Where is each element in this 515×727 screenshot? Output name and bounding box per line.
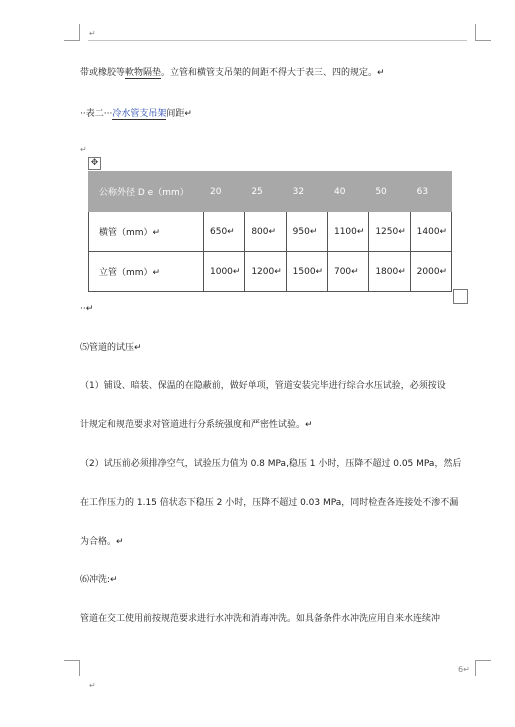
table-header-cell[interactable]: 20 [204,172,245,212]
after-table-mark: ··↵ [80,304,94,314]
caption-linked-term[interactable]: 冷水管支吊架 [112,109,167,119]
header-line [88,40,467,41]
crop-mark-top-left-h [64,40,80,41]
table-cell[interactable]: 立管（mm）↵ [89,252,204,292]
header-paragraph-mark: ↵ [89,29,96,38]
table-header-cell[interactable]: 32 [286,172,327,212]
crop-mark-bottom-left-v [79,660,80,676]
table-cell[interactable]: 950↵ [286,212,327,252]
paragraph-2-line-1[interactable]: （2）试压前必须排净空气，试验压力值为 0.8 MPa,稳压 1 小时，压降不超过 0.05 MPa，然后 [80,459,462,469]
table-cell[interactable]: 650↵ [204,212,245,252]
crop-mark-bottom-right-v [475,660,476,676]
table-cell[interactable]: 1100↵ [327,212,368,252]
footer-paragraph-mark: ↵ [89,681,96,690]
blank-paragraph-mark: ↵ [80,145,87,154]
table-cell[interactable]: 2000↵ [410,252,451,292]
paragraph-1-line-1[interactable]: （1）铺设、暗装、保温的在隐蔽前，做好单项，管道安装完毕进行综合水压试验，必须按设 [80,381,446,391]
paragraph-2-line-3[interactable]: 为合格。↵ [80,537,124,547]
table-cell[interactable]: 1250↵ [369,212,410,252]
table-cell[interactable]: 700↵ [327,252,368,292]
table-caption[interactable] [80,108,192,120]
table-cell[interactable]: 800↵ [245,212,286,252]
intro-text-after: 。立管和横管支吊架的间距不得大于表三、四的规定。↵ [161,68,385,78]
page-number: 6↵ [458,665,470,674]
table-move-handle-icon[interactable]: ✥ [88,157,101,170]
crop-mark-top-left-v [79,24,80,40]
table-header-cell[interactable]: 63 [410,172,451,212]
section-5-title[interactable]: ⑸管道的试压↵ [80,343,142,353]
table-header-row [89,172,452,212]
paragraph-1-line-2[interactable]: 计规定和规范要求对管道进行分系统强度和严密性试验。↵ [80,420,313,430]
intro-text-before: 带或橡胶等 [80,68,126,78]
crop-mark-top-right-v [475,24,476,40]
table-cell[interactable]: 1000↵ [204,252,245,292]
table-header-cell[interactable]: 50 [369,172,410,212]
intro-underlined-term: 軟物隔垫 [125,68,162,78]
table-cell[interactable]: 横管（mm）↵ [89,212,204,252]
section-6-title[interactable]: ⑹冲洗:↵ [80,575,118,585]
table-resize-handle[interactable] [453,289,468,304]
intro-line[interactable] [80,67,385,79]
table-header-cell[interactable]: 25 [245,172,286,212]
table-cell[interactable]: 1500↵ [286,252,327,292]
caption-prefix: ··表二··· [80,109,113,119]
paragraph-3-line-1[interactable]: 管道在交工使用前按规范要求进行水冲洗和消毒冲洗。如具备条件水冲洗应用自来水连续冲 [80,614,441,624]
table-cell[interactable]: 1800↵ [369,252,410,292]
table-row [89,212,452,252]
table-cell[interactable]: 1200↵ [245,252,286,292]
table-cell[interactable]: 1400↵ [410,212,451,252]
crop-mark-top-right-h [475,40,491,41]
crop-mark-bottom-left-h [64,660,80,661]
caption-suffix: 间距↵ [166,109,192,119]
table-header-cell[interactable]: 40 [327,172,368,212]
pipe-support-spacing-table [88,171,452,292]
paragraph-2-line-2[interactable]: 在工作压力的 1.15 倍状态下稳压 2 小时，压降不超过 0.03 MPa，同时检查各连接处不渗不漏 [80,498,459,508]
table-row [89,252,452,292]
table-header-cell[interactable]: 公称外径 D e（mm） [89,172,204,212]
crop-mark-bottom-right-h [475,660,491,661]
